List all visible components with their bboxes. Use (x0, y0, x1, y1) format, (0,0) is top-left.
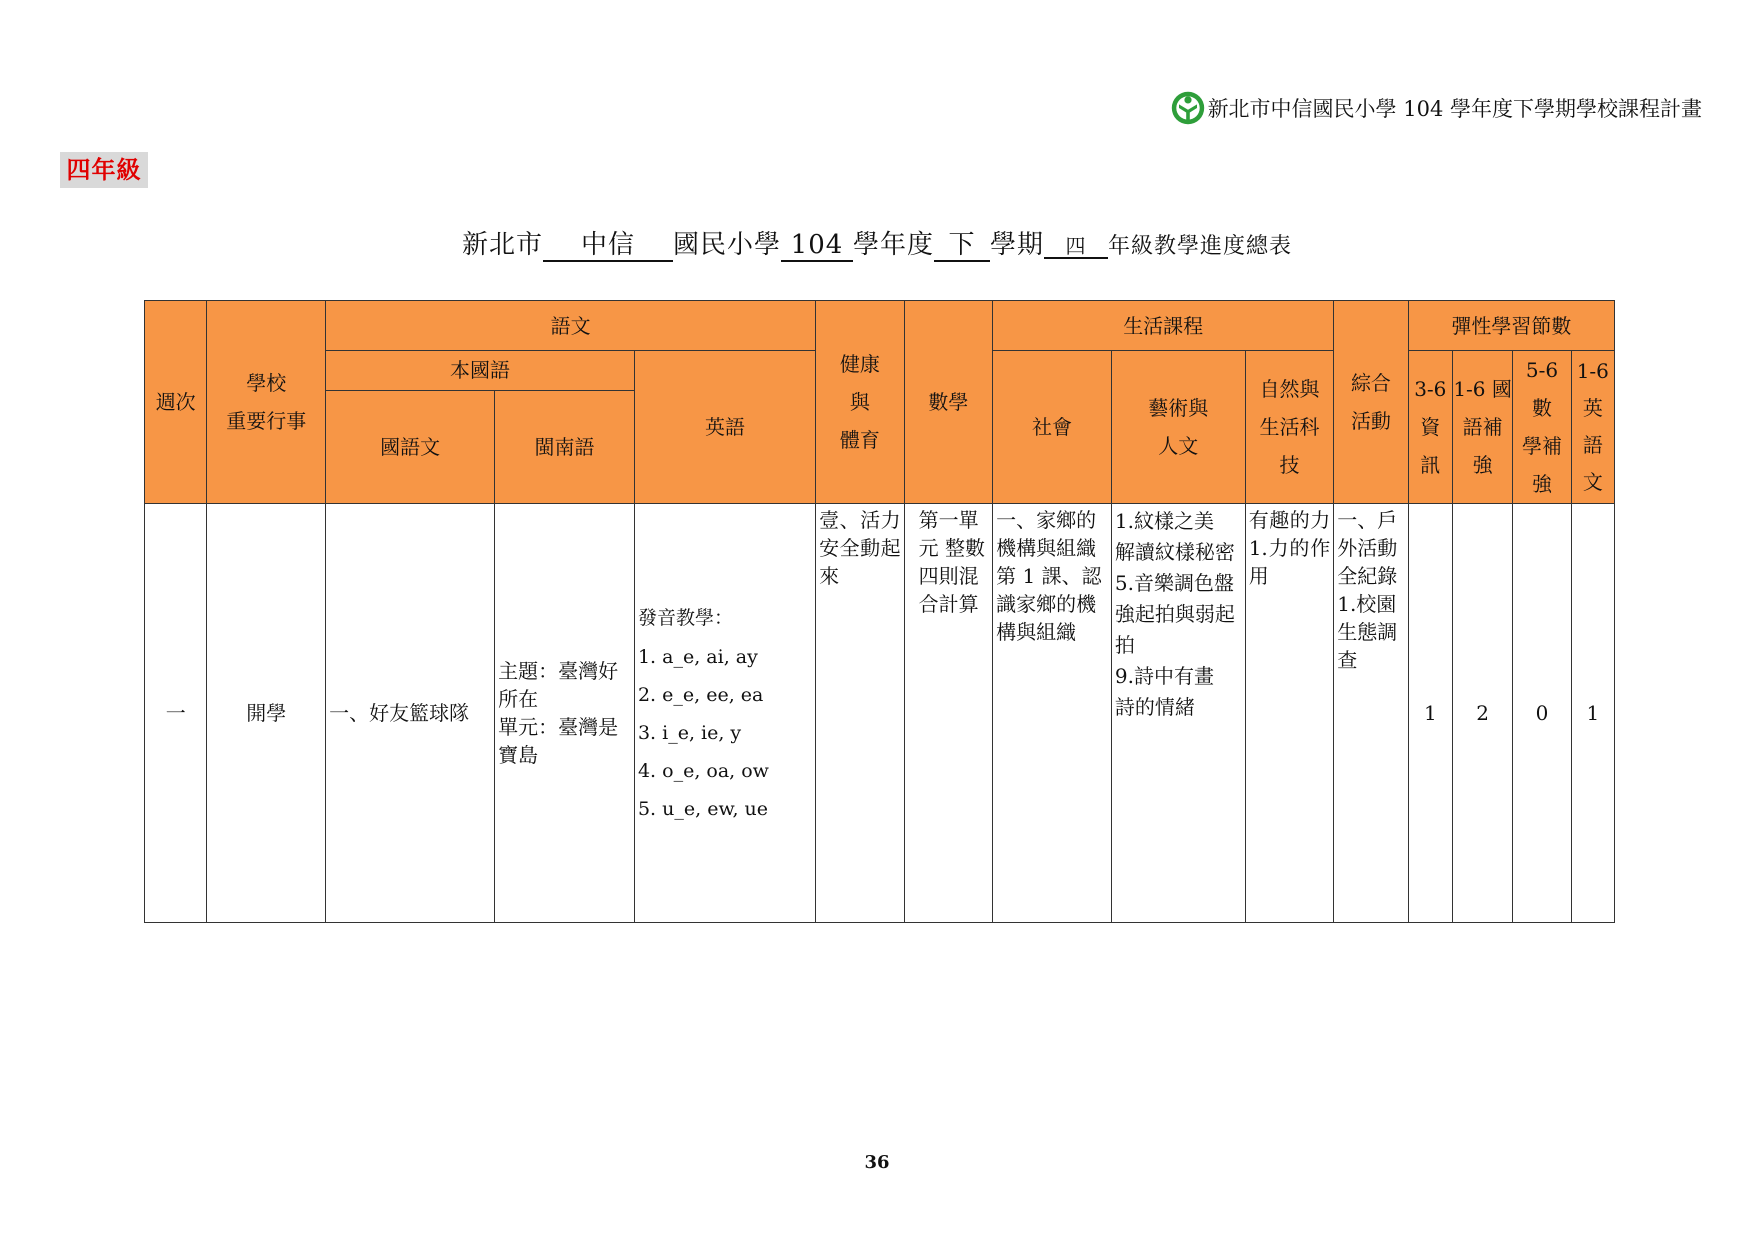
cell-integrated: 一、戶外活動全紀錄 1.校園生態調查 (1334, 504, 1408, 923)
header-flex-math: 5-6 數 學補 強 (1513, 351, 1571, 504)
header-school-events: 學校 重要行事 (207, 301, 326, 504)
school-plan-title: 新北市中信國民小學 104 學年度下學期學校課程計畫 (1207, 97, 1702, 121)
title-semester-suffix: 學期 (990, 230, 1045, 260)
header-language: 語文 (326, 301, 816, 351)
header-native-language: 本國語 (326, 351, 635, 391)
cell-english: 發音教學： 1. a_e, ai, ay 2. e_e, ee, ea 3. i_e, ie, y 4. o_e, oa, ow 5. u_e, ew, ue (634, 504, 815, 923)
title-school-suffix: 國民小學 (672, 230, 781, 260)
header-arts: 藝術與 人文 (1111, 351, 1245, 504)
header-flex-mandarin: 1-6 國 語補 強 (1452, 351, 1512, 504)
cell-social: 一、家鄉的機構與組織第 1 課、認識家鄉的機構與組織 (993, 504, 1112, 923)
header-flex-hours: 彈性學習節數 (1408, 301, 1614, 351)
cell-flex-info: 1 (1408, 504, 1452, 923)
header-math: 數學 (904, 301, 993, 504)
cell-arts: 1.紋樣之美 解讀紋樣秘密 5.音樂調色盤 強起拍與弱起拍 9.詩中有畫 詩的情緒 (1111, 504, 1245, 923)
cell-mandarin: 一、好友籃球隊 (326, 504, 495, 923)
teaching-progress-table (144, 300, 1615, 923)
title-year: 104 (781, 231, 853, 262)
header-science: 自然與 生活科 技 (1245, 351, 1334, 504)
document-header (1170, 90, 1702, 126)
cell-event: 開學 (207, 504, 326, 923)
title-school: 中信 (543, 231, 673, 262)
title-grade-suffix: 年級教學進度總表 (1108, 234, 1293, 259)
header-english: 英語 (634, 351, 815, 504)
cell-math: 第一單元 整數四則混合計算 (904, 504, 993, 923)
header-integrated: 綜合 活動 (1334, 301, 1408, 504)
header-flex-info: 3-6 資 訊 (1408, 351, 1452, 504)
table-row (145, 504, 1615, 923)
grade-badge: 四年級 (60, 152, 148, 188)
cell-science: 有趣的力 1.力的作用 (1245, 504, 1334, 923)
school-logo-icon (1170, 90, 1206, 126)
header-flex-english: 1-6 英 語 文 (1571, 351, 1614, 504)
title-city: 新北市 (461, 230, 543, 260)
title-semester: 下 (934, 231, 990, 262)
cell-minnan: 主題：臺灣好所在 單元：臺灣是寶島 (495, 504, 635, 923)
cell-health: 壹、活力安全動起來 (816, 504, 905, 923)
cell-week: 一 (145, 504, 207, 923)
header-health: 健康 與 體育 (816, 301, 905, 504)
cell-flex-mandarin: 2 (1452, 504, 1512, 923)
cell-flex-english: 1 (1571, 504, 1614, 923)
header-week: 週次 (145, 301, 207, 504)
header-mandarin: 國語文 (326, 390, 495, 503)
title-grade: 四 (1044, 235, 1108, 259)
cell-flex-math: 0 (1513, 504, 1571, 923)
header-minnan: 閩南語 (495, 390, 635, 503)
page-number: 36 (864, 1152, 890, 1173)
page-title (0, 224, 1754, 262)
title-year-suffix: 學年度 (852, 230, 934, 260)
header-life-curriculum: 生活課程 (993, 301, 1334, 351)
header-social: 社會 (993, 351, 1112, 504)
